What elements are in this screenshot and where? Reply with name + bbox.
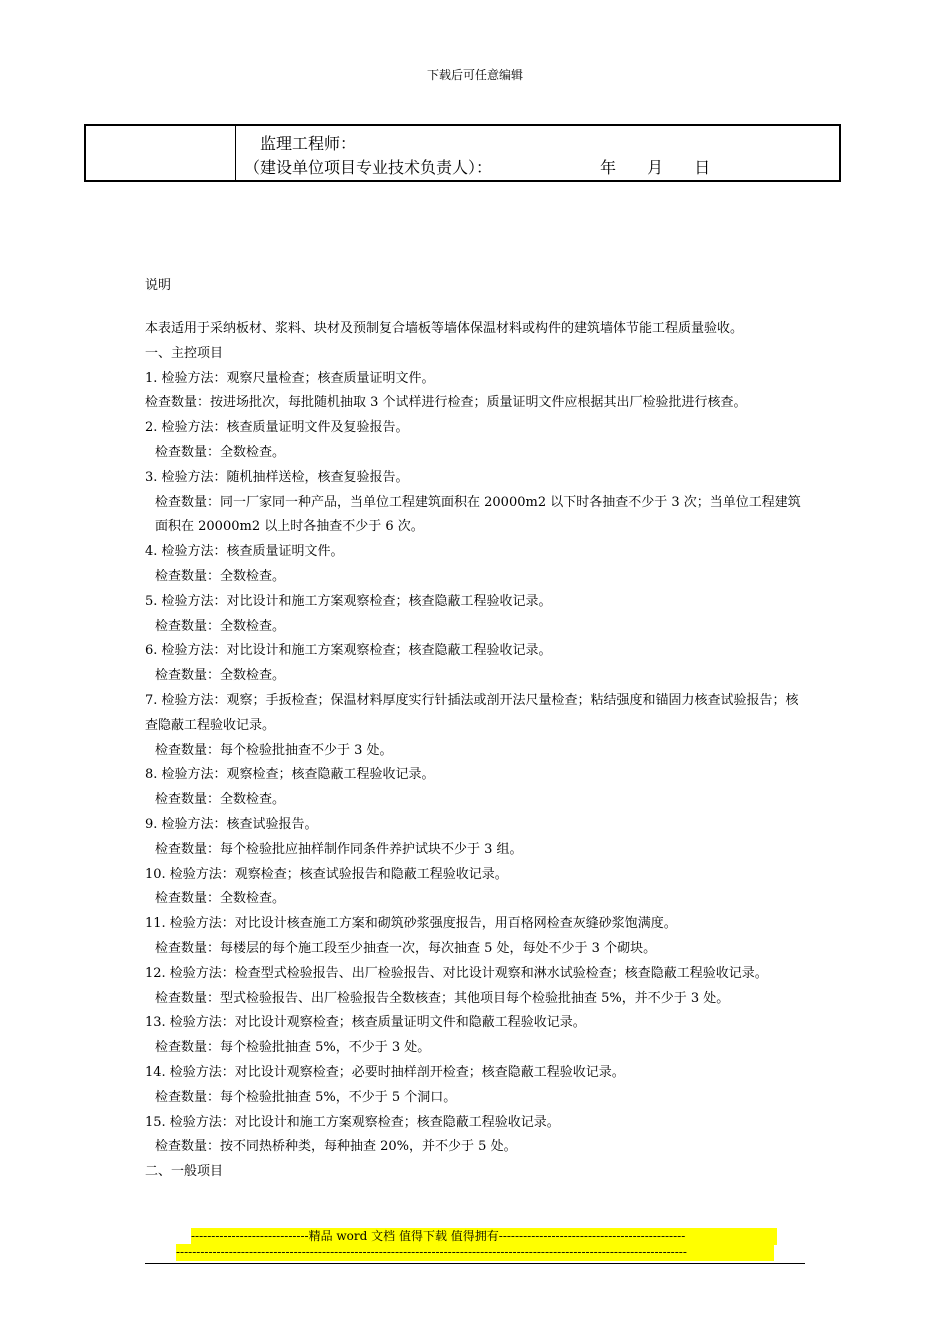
quantity-item: 检查数量：按不同热桥种类，每种抽查 20%，并不少于 5 处。 xyxy=(155,1139,517,1155)
method-item: 15. 检验方法：对比设计和施工方案观察检查；核查隐蔽工程验收记录。 xyxy=(145,1114,560,1130)
method-item: 13. 检验方法：对比设计观察检查；核查质量证明文件和隐蔽工程验收记录。 xyxy=(145,1015,586,1031)
method-item: 6. 检验方法：对比设计和施工方案观察检查；核查隐蔽工程验收记录。 xyxy=(145,643,552,659)
signature-table-label-cell xyxy=(86,126,236,180)
quantity-item: 检查数量：每个检验批抽查 5%，不少于 3 处。 xyxy=(155,1040,431,1056)
method-item: 14. 检验方法：对比设计观察检查；必要时抽样剖开检查；核查隐蔽工程验收记录。 xyxy=(145,1064,625,1080)
quantity-item: 检查数量：每个检验批抽查 5%，不少于 5 个洞口。 xyxy=(155,1089,457,1105)
date-year-label: 年 xyxy=(600,158,617,177)
quantity-item: 检查数量：全数检查。 xyxy=(155,891,286,907)
signature-table xyxy=(84,124,841,182)
footer-banner: -----------------------------精品 word 文档 值得下载 值得拥有---------------------------------------------- xyxy=(191,1228,777,1245)
date-day-label: 日 xyxy=(694,158,711,177)
date-month-label: 月 xyxy=(647,158,664,177)
quantity-item: 检查数量：每个检验批应抽样制作同条件养护试块不少于 3 组。 xyxy=(155,841,523,857)
signature-date xyxy=(600,155,736,178)
quantity-item: 检查数量：每个检验批抽查不少于 3 处。 xyxy=(155,742,393,758)
quantity-item: 检查数量：同一厂家同一种产品，当单位工程建筑面积在 20000m2 以下时各抽查不少于 3 次；当单位工程建筑面积在 20000m2 以上时各抽查不少于 6 次。 xyxy=(155,494,801,535)
notes-intro: 本表适用于采纳板材、浆料、块材及预制复合墙板等墙体保温材料或构件的建筑墙体节能工程质量验收。 xyxy=(145,321,744,336)
quantity-item: 检查数量：全数检查。 xyxy=(155,668,286,684)
quantity-item: 检查数量：型式检验报告、出厂检验报告全数核查；其他项目每个检验批抽查 5%，并不少于 3 处。 xyxy=(155,990,730,1006)
method-item: 7. 检验方法：观察；手扳检查；保温材料厚度实行针插法或剖开法尺量检查；粘结强度和锚固力核查试验报告；核查隐蔽工程验收记录。 xyxy=(145,692,799,733)
method-item: 3. 检验方法：随机抽样送检，核查复验报告。 xyxy=(145,469,409,485)
method-item: 5. 检验方法：对比设计和施工方案观察检查；核查隐蔽工程验收记录。 xyxy=(145,593,552,609)
section-heading: 二、一般项目 xyxy=(145,1164,224,1180)
supervisor-engineer-label: 监理工程师： xyxy=(260,134,357,153)
section-heading: 一、主控项目 xyxy=(145,345,224,361)
quantity-item: 检查数量：每楼层的每个施工段至少抽查一次，每次抽查 5 处，每处不少于 3 个砌块。 xyxy=(155,940,657,956)
quantity-item: 检查数量：全数检查。 xyxy=(155,568,286,584)
signature-table-content-cell xyxy=(236,126,839,180)
notes-title: 说明 xyxy=(145,278,172,293)
method-item: 2. 检验方法：核查质量证明文件及复验报告。 xyxy=(145,420,409,436)
quantity-item: 检查数量：全数检查。 xyxy=(155,792,286,808)
method-item: 4. 检验方法：核查质量证明文件。 xyxy=(145,544,344,560)
owner-tech-lead-label: （建设单位项目专业技术负责人）： xyxy=(244,158,493,177)
method-item: 11. 检验方法：对比设计核查施工方案和砌筑砂浆强度报告，用百格网检查灰缝砂浆饱满度。 xyxy=(145,916,677,932)
page-header: 下载后可任意编辑 xyxy=(426,68,523,82)
quantity-item: 检查数量：全数检查。 xyxy=(155,444,286,460)
method-item: 1. 检验方法：观察尺量检查；核查质量证明文件。 xyxy=(145,370,435,386)
quantity-item: 检查数量：全数检查。 xyxy=(155,618,286,634)
quantity-item: 检查数量：按进场批次，每批随机抽取 3 个试样进行检查；质量证明文件应根据其出厂检验批进行核查。 xyxy=(145,395,747,411)
method-item: 10. 检验方法：观察检查；核查试验报告和隐蔽工程验收记录。 xyxy=(145,866,508,882)
notes-body xyxy=(145,317,810,1185)
method-item: 9. 检验方法：核查试验报告。 xyxy=(145,816,318,832)
method-item: 8. 检验方法：观察检查；核查隐蔽工程验收记录。 xyxy=(145,767,435,783)
footer-divider xyxy=(145,1263,805,1264)
footer-dashes: ------------------------------------------------------------------------------------------------------------------------------ xyxy=(176,1244,774,1261)
method-item: 12. 检验方法：检查型式检验报告、出厂检验报告、对比设计观察和淋水试验检查；核查隐蔽工程验收记录。 xyxy=(145,965,768,981)
